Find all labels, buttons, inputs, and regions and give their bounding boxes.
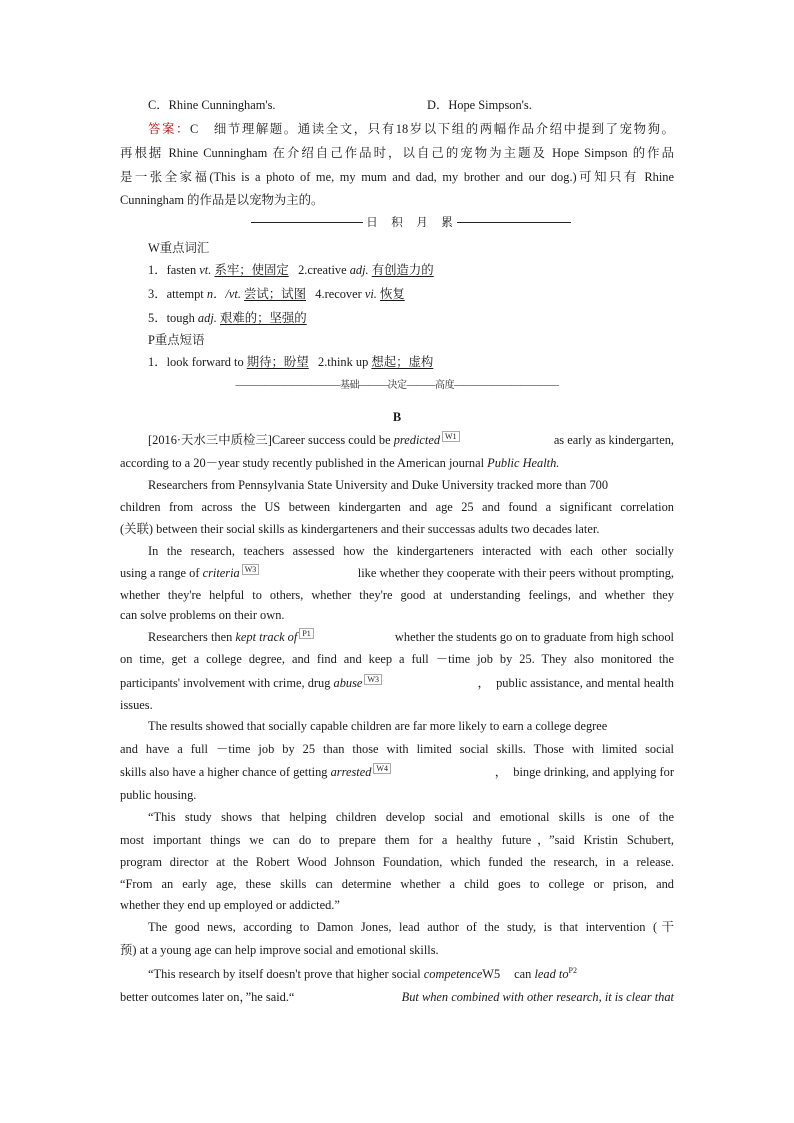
- phrase-row: [148, 354, 702, 370]
- article-p1-line2: [120, 455, 674, 471]
- header-rule-left: [251, 222, 363, 223]
- vocab-word: 3．attempt: [148, 287, 207, 301]
- keyword: lead to: [534, 967, 569, 981]
- article-p2-line2: children from across the US between kindergarten and age 25 and found a significant correlation: [120, 500, 674, 514]
- text: as early as kindergarten,: [553, 433, 674, 447]
- article-p1-line1: [148, 432, 674, 448]
- article-p6-line4: “From an early age, these skills can determine whether a child goes to college or prison, and: [120, 877, 674, 891]
- keyword: competence: [423, 967, 483, 981]
- article-p6-line1: “This study shows that helping children develop social and emotional skills is one of the: [148, 810, 674, 824]
- word-tag: W5: [482, 967, 501, 981]
- text: according to a 20－year study recently published in the American journal: [120, 456, 488, 470]
- vocab-word: 2.creative: [298, 263, 350, 277]
- article-p3-line1: In the research, teachers assessed how the kindergarteners interacted with each other socially: [148, 544, 674, 558]
- vocab-pos: n．/vt.: [206, 287, 241, 301]
- vocab-word: 5．tough: [148, 311, 198, 325]
- emphasis-text: But when combined with other research, it is clear that: [401, 990, 674, 1004]
- phrase-meaning: 期待；盼望: [246, 355, 309, 369]
- text: using a range of: [120, 566, 203, 580]
- text: ， binge drinking, and applying for: [494, 765, 674, 779]
- vocab-meaning: 艰难的；坚强的: [219, 311, 307, 325]
- answer-text-1: C 细节理解题。通读全文，只有18岁以下组的两幅作品介绍中提到了宠物狗。: [189, 122, 675, 136]
- article-p4-line1: [148, 629, 674, 645]
- phrase-heading: P重点短语: [148, 333, 205, 347]
- answer-line-4: Cunningham 的作品是以宠物为主的。: [120, 193, 324, 207]
- word-tag: W3: [242, 564, 260, 575]
- article-p7-line2: 预) at a young age can help improve social and emotional skills.: [120, 943, 439, 957]
- article-p5-line2: and have a full －time job by 25 than those with limited social skills. Those with limited social: [120, 742, 674, 756]
- vocab-pos: adj.: [349, 263, 369, 277]
- vocab-pos: vi.: [364, 287, 377, 301]
- vocab-word: 4.recover: [315, 287, 365, 301]
- text: participants' involvement with crime, drug: [120, 676, 334, 690]
- accumulate-title: 日 积 月 累: [366, 217, 454, 229]
- article-p5-line3: [120, 764, 674, 780]
- article-p3-line4: can solve problems on their own.: [120, 608, 285, 622]
- article-p5-line4: public housing.: [120, 788, 197, 802]
- vocab-row-2: [148, 286, 702, 302]
- article-p5-line1: The results showed that socially capable children are far more likely to earn a college degree: [148, 719, 608, 733]
- text: “This research by itself doesn't prove that higher social: [148, 967, 424, 981]
- text: better outcomes later on，”he said.“: [120, 990, 295, 1004]
- text: skills also have a higher chance of getting: [120, 765, 331, 779]
- answer-line-1: [120, 121, 674, 137]
- vocab-row-1: [148, 262, 702, 278]
- article-p6-line5: whether they end up employed or addicted.”: [120, 898, 340, 912]
- text: whether the students go on to graduate from high school: [394, 630, 674, 644]
- word-tag: W1: [442, 431, 460, 442]
- vocab-pos: vt.: [199, 263, 212, 277]
- keyword: kept track of: [235, 630, 298, 644]
- phrase-term: 2.think up: [318, 355, 372, 369]
- phrase-tag: P1: [299, 628, 313, 639]
- vocab-meaning: 尝试；试图: [244, 287, 306, 301]
- keyword: abuse: [333, 676, 363, 690]
- journal-name: Public Health.: [487, 456, 560, 470]
- text: ， public assistance, and mental health: [477, 676, 674, 690]
- phrase-meaning: 想起；虚构: [371, 355, 434, 369]
- phrase-term: 1．look forward to: [148, 355, 247, 369]
- word-tag: W3: [364, 674, 382, 685]
- vocab-meaning: 有创造力的: [371, 263, 434, 277]
- article-p2-line3: (关联) between their social skills as kindergarteners and their successas adults two decades later.: [120, 522, 600, 536]
- option-c: C．Rhine Cunningham's.: [148, 98, 276, 112]
- article-p3-line3: whether they're helpful to others, whether they're good at understanding feelings, and whether they: [120, 588, 674, 602]
- article-p8-line2: [120, 989, 674, 1005]
- article-p4-line4: issues.: [120, 698, 153, 712]
- word-tag: W4: [373, 763, 391, 774]
- article-p6-line2: most important things we can do to prepare them for a healthy future，”said Kristin Schubert,: [120, 833, 674, 847]
- section-title: B: [392, 410, 402, 424]
- keyword: predicted: [393, 433, 441, 447]
- header-rule-right: [457, 222, 571, 223]
- text: Researchers then: [148, 630, 236, 644]
- article-p4-line2: on time, get a college degree, and find and keep a full －time job by 25. They also monitored the: [120, 652, 674, 666]
- vocab-row-3: [148, 310, 702, 326]
- text: [2016·天水三中质检三]Career success could be: [148, 433, 394, 447]
- vocab-meaning: 恢复: [379, 287, 405, 301]
- answer-line-2: 再根据 Rhine Cunningham 在介绍自己作品时，以自己的宠物为主题及 Hope Simpson 的作品: [120, 146, 674, 160]
- vocab-word: 1．fasten: [148, 263, 200, 277]
- section-divider: ———————————基础———决定———高度———————————: [235, 380, 559, 391]
- vocab-meaning: 系牢；使固定: [214, 263, 289, 277]
- article-p6-line3: program director at the Robert Wood Johnson Foundation, which funded the research, in a release.: [120, 855, 674, 869]
- text: can: [514, 967, 535, 981]
- keyword: criteria: [202, 566, 240, 580]
- article-p8-line1: [148, 966, 674, 982]
- vocab-heading: W重点词汇: [148, 241, 210, 255]
- answer-line-3: 是一张全家福(This is a photo of me, my mum and dad, my brother and our dog.)可知只有 Rhine: [120, 170, 674, 184]
- article-p3-line2: [120, 565, 674, 581]
- phrase-tag: P2: [568, 965, 577, 975]
- answer-label: 答案：: [148, 122, 190, 136]
- article-p2-line1: Researchers from Pennsylvania State University and Duke University tracked more than 700: [148, 478, 609, 492]
- article-p4-line3: [120, 675, 674, 691]
- keyword: arrested: [330, 765, 372, 779]
- vocab-pos: adj.: [197, 311, 217, 325]
- article-p7-line1: The good news, according to Damon Jones, lead author of the study, is that intervention (干: [148, 920, 674, 934]
- option-d: D．Hope Simpson's.: [427, 98, 532, 112]
- text: like whether they cooperate with their peers without prompting,: [357, 566, 674, 580]
